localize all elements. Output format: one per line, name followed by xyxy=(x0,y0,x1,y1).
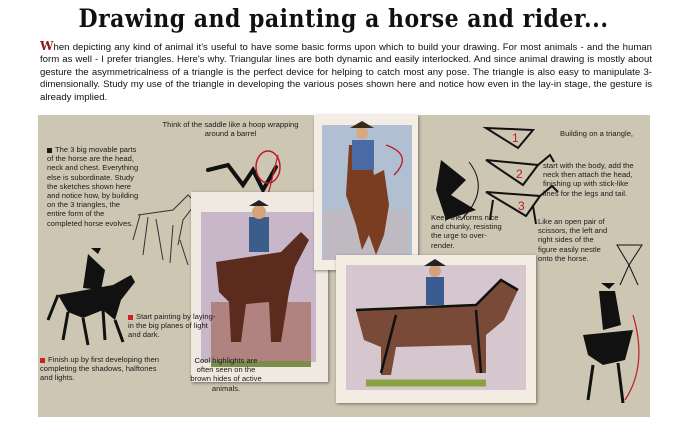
ink-horse-rider-drawing xyxy=(43,240,138,350)
step-number-2: 2 xyxy=(516,167,523,181)
note-movable-parts: The 3 big movable parts of the horse are the head, neck and chest. Everything else is subordinate. Study the sketches shown here and notice how, by building on the 3 triangles, the entire form of the completed horse evolves. xyxy=(47,145,139,228)
painting-horse-profile xyxy=(336,255,536,403)
ink-rider-drawing-right xyxy=(563,275,648,410)
intro-paragraph xyxy=(40,40,652,104)
note-highlights: Cool highlights are often seen on the brown hides of active animals. xyxy=(190,356,262,393)
note-start-painting: Start painting by laying-in the big planes of light and dark. xyxy=(128,312,216,340)
note-start-body: start with the body, add the neck then attach the head, finishing up with stick-like lines for the legs and tail. xyxy=(543,161,634,198)
painting-rider-front xyxy=(314,115,418,270)
note-saddle: Think of the saddle like a hoop wrapping around a barrel xyxy=(162,120,299,139)
illustration-panel xyxy=(38,115,650,417)
note-building: Building on a triangle, xyxy=(560,129,634,138)
step-number-1: 1 xyxy=(512,131,519,145)
drop-cap: W xyxy=(40,39,54,53)
intro-text: hen depicting any kind of animal it's useful to have some basic forms upon which to build your drawing. For most animals - and the human form as well - I prefer triangles. Here's why. Triangular lines are both dynamic and easily interlocked. And since animal drawing is mostly about gesture the asymmetricalness of a triangle is the perfect device for helping to catch most any pose. The triangle is also easy to manipulate 3-dimensionally. Study my use of the triangle in developing the various poses shown here and notice how even in the lay-in stage, the gesture is already implied. xyxy=(40,42,652,103)
red-bullet-icon xyxy=(40,358,45,363)
note-finish: Finish up by first developing then completing the shadows, halftones and lights. xyxy=(40,355,160,383)
note-scissors: Like an open pair of scissors, the left and right sides of the figure easily nestle onto the horse. xyxy=(538,217,608,263)
note-chunky: Keep the forms nice and chunky, resisting the urge to over-render. xyxy=(431,213,502,250)
bullet-icon xyxy=(47,148,52,153)
page-title: Drawing and painting a horse and rider... xyxy=(78,4,609,34)
painting-stage-one xyxy=(191,192,328,382)
step-number-3: 3 xyxy=(518,199,525,213)
red-bullet-icon xyxy=(128,315,133,320)
